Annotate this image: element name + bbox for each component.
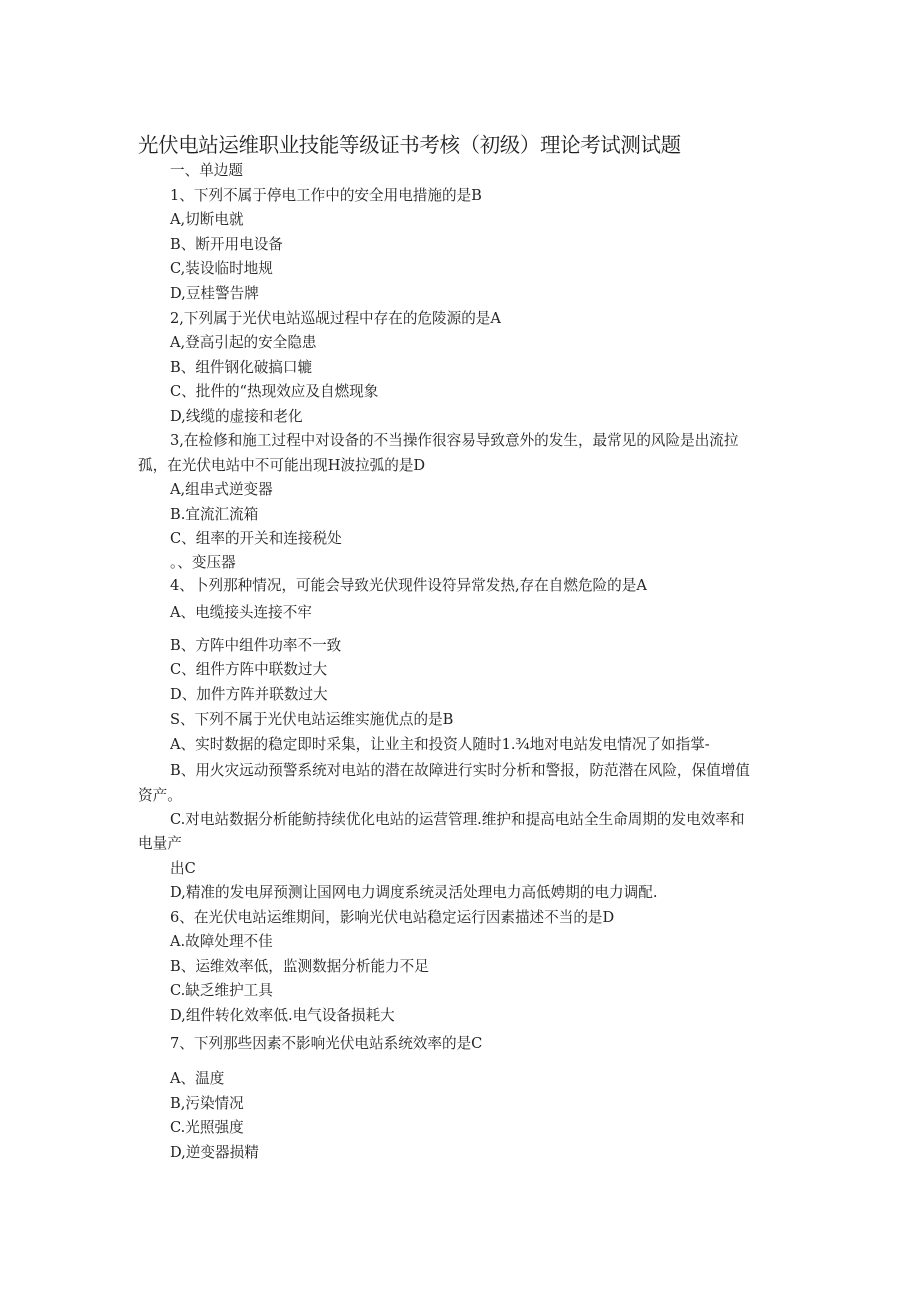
option-6c: C.缺乏维护工具 [170, 982, 273, 999]
option-4c: C、组件方阵中联数过大 [170, 661, 328, 678]
question-4: 4、卜列那种情况，可能会导致光伏现件设符异常发热,存在自燃危险的是A [170, 577, 647, 594]
option-7d: D,逆变器损精 [170, 1144, 259, 1161]
question-6: 6、在光伏电站运维期间，影响光伏电站稳定运行因素描述不当的是D [170, 909, 615, 926]
option-6d: D,组件转化效率低.电气设备损耗大 [170, 1007, 395, 1024]
option-4d: D、加件方阵并联数过大 [170, 686, 328, 703]
option-6b: B、运维效率低，监测数据分析能力不足 [170, 958, 429, 975]
option-3c: C、组率的开关和连接税处 [170, 530, 342, 547]
option-5b: B、用火灾远动预警系统对电站的潜在故障进行实时分析和警报，防范潜在风险，保值增值 [170, 762, 750, 779]
question-2: 2,下列属于光伏电站巡觇过程中存在的危陵源的是A [170, 310, 501, 327]
option-5c-cont: 电量产 [138, 835, 182, 852]
option-5c-cont-2: 出C [170, 860, 196, 877]
option-1b: B、断开用电设备 [170, 236, 283, 253]
question-7: 7、下列那些因素不影响光伏电站系统效率的是C [170, 1035, 483, 1052]
option-7b: B,污染情况 [170, 1095, 244, 1112]
option-3a: A,组串式逆变器 [170, 481, 273, 498]
option-6a: A.故障处理不佳 [170, 933, 273, 950]
option-1c: C,装设临时地规 [170, 260, 273, 277]
section-heading: 一、单边题 [170, 162, 243, 179]
option-1a: A,切断电就 [170, 211, 244, 228]
option-1d: D,豆桂警告牌 [170, 285, 259, 302]
document-title: 光伏电站运维职业技能等级证书考核（初级）理论考试测试题 [138, 133, 681, 157]
option-5c: C.对电站数据分析能鲂持续优化电站的运营管理.维护和提高电站全生命周期的发电效率和 [170, 811, 745, 828]
option-3b: B.宜流汇流箱 [170, 506, 259, 523]
option-4b: B、方阵中组件功率不一致 [170, 637, 342, 654]
option-2c: C、批件的“热现效应及自燃现象 [170, 383, 379, 400]
question-1: 1、下列不属于停电工作中的安全用电措施的是B [170, 187, 482, 204]
question-5: S、下列不属于光伏电站运维实施优点的是B [170, 711, 454, 728]
option-4a: A、电缆接头连接不牢 [170, 604, 312, 621]
question-3-cont: 孤，在光伏电站中不可能出现H波拉弧的是D [138, 457, 426, 474]
option-7a: A、温度 [170, 1070, 225, 1087]
option-7c: C.光照强度 [170, 1119, 244, 1136]
option-5b-cont: 资产。 [138, 787, 182, 804]
option-2d: D,线缆的虚接和老化 [170, 408, 303, 425]
option-2a: A,登高引起的安全隐患 [170, 334, 317, 351]
option-5a: A、实时数据的稳定即时采集，让业主和投资人随时1.¾地对电站发电情况了如指掌- [170, 736, 710, 753]
question-3: 3,在检修和施工过程中对设备的不当操作很容易导致意外的发生，最常见的风险是出流拉 [170, 432, 739, 449]
option-3d: 。、变压器 [170, 554, 236, 571]
option-2b: B、组件钢化破搞口辘 [170, 359, 313, 376]
option-5d: D,精准的发电屏预测让国网电力调度系统灵活处理电力高低娉期的电力调配. [170, 884, 658, 901]
